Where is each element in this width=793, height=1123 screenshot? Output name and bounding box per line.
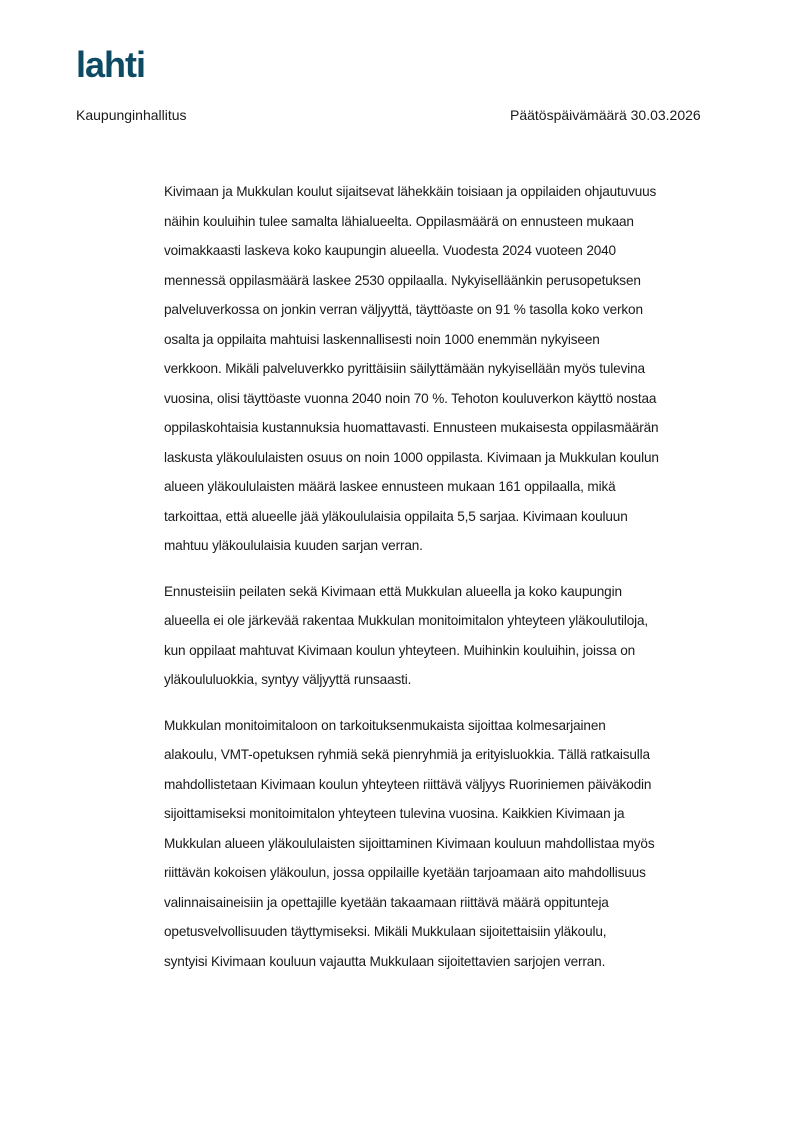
text-line: sijoittamiseksi monitoimitalon yhteyteen tulevina vuosina. Kaikkien Kivimaan ja xyxy=(164,806,625,821)
lahti-logo xyxy=(76,44,172,84)
text-line: laskusta yläkoululaisten osuus on noin 1000 oppilasta. Kivimaan ja Mukkulan koulun xyxy=(164,449,659,465)
paragraph-1 xyxy=(164,177,724,561)
text-line: kun oppilaat mahtuvat Kivimaan koulun yhteyteen. Muihinkin kouluihin, joissa on xyxy=(164,642,636,658)
svg-text:lahti: lahti xyxy=(76,44,146,84)
text-line: alueen yläkoululaisten määrä laskee ennusteen mukaan 161 oppilaalla, mikä xyxy=(164,479,616,494)
paragraph-3 xyxy=(164,711,724,977)
text-line: riittävän kokoisen yläkoulun, jossa oppilaille kyetään tarjoamaan aito mahdollisuus xyxy=(164,865,646,880)
text-line: näihin kouluihin tulee samalta lähialueelta. Oppilasmäärä on ennusteen mukaan xyxy=(164,213,634,229)
text-line: syntyisi Kivimaan kouluun vajautta Mukkulaan sijoitettavien sarjojen verran. xyxy=(164,953,606,969)
text-line: verkkoon. Mikäli palveluverkko pyrittäisiin säilyttämään nykyisellään myös tulevina xyxy=(164,361,645,376)
text-line: valinnaisaineisiin ja opettajille kyetään takaamaan riittävä määrä oppitunteja xyxy=(164,894,609,910)
document-body xyxy=(164,177,724,992)
text-line: palveluverkossa on jonkin verran väljyyttä, täyttöaste on 91 % tasolla koko verkon xyxy=(164,302,643,317)
text-line: Kivimaan ja Mukkulan koulut sijaitsevat lähekkäin toisiaan ja oppilaiden ohjautuvuus xyxy=(164,184,657,199)
text-line: opetusvelvollisuuden täyttymiseksi. Mikäli Mukkulaan sijoitettaisiin yläkoulu, xyxy=(164,924,607,939)
text-line: vuosina, olisi täyttöaste vuonna 2040 noin 70 %. Tehoton kouluverkon käyttö nostaa xyxy=(164,390,657,406)
decision-date: Päätöspäivämäärä 30.03.2026 xyxy=(510,107,701,123)
text-line: yläkoululuokkia, syntyy väljyyttä runsaasti. xyxy=(164,672,412,687)
text-line: Mukkulan alueen yläkoululaisten sijoittaminen Kivimaan kouluun mahdollistaa myös xyxy=(164,835,655,851)
text-line: oppilaskohtaisia kustannuksia huomattavasti. Ennusteen mukaisesta oppilasmäärän xyxy=(164,420,659,435)
text-line: mennessä oppilasmäärä laskee 2530 oppilaalla. Nykyiselläänkin perusopetuksen xyxy=(164,272,641,288)
text-line: Ennusteisiin peilaten sekä Kivimaan että Mukkulan alueella ja koko kaupungin xyxy=(164,583,622,599)
text-line: mahdollistetaan Kivimaan koulun yhteyteen riittävä väljyys Ruoriniemen päiväkodin xyxy=(164,776,652,792)
paragraph-2 xyxy=(164,577,724,695)
text-line: mahtuu yläkoululaisia kuuden sarjan verran. xyxy=(164,538,423,553)
text-line: Mukkulan monitoimitaloon on tarkoituksenmukaista sijoittaa kolmesarjainen xyxy=(164,717,606,733)
text-line: osalta ja oppilaita mahtuisi laskennallisesti noin 1000 enemmän nykyiseen xyxy=(164,331,600,347)
text-line: alueella ei ole järkevää rakentaa Mukkulan monitoimitalon yhteyteen yläkoulutiloja, xyxy=(164,613,649,628)
department-name: Kaupunginhallitus xyxy=(76,107,187,123)
text-line: tarkoittaa, että alueelle jää yläkoululaisia oppilaita 5,5 sarjaa. Kivimaan kouluun xyxy=(164,508,628,524)
text-line: alakoulu, VMT-opetuksen ryhmiä sekä pienryhmiä ja erityisluokkia. Tällä ratkaisulla xyxy=(164,747,650,762)
text-line: voimakkaasti laskeva koko kaupungin alueella. Vuodesta 2024 vuoteen 2040 xyxy=(164,243,616,258)
